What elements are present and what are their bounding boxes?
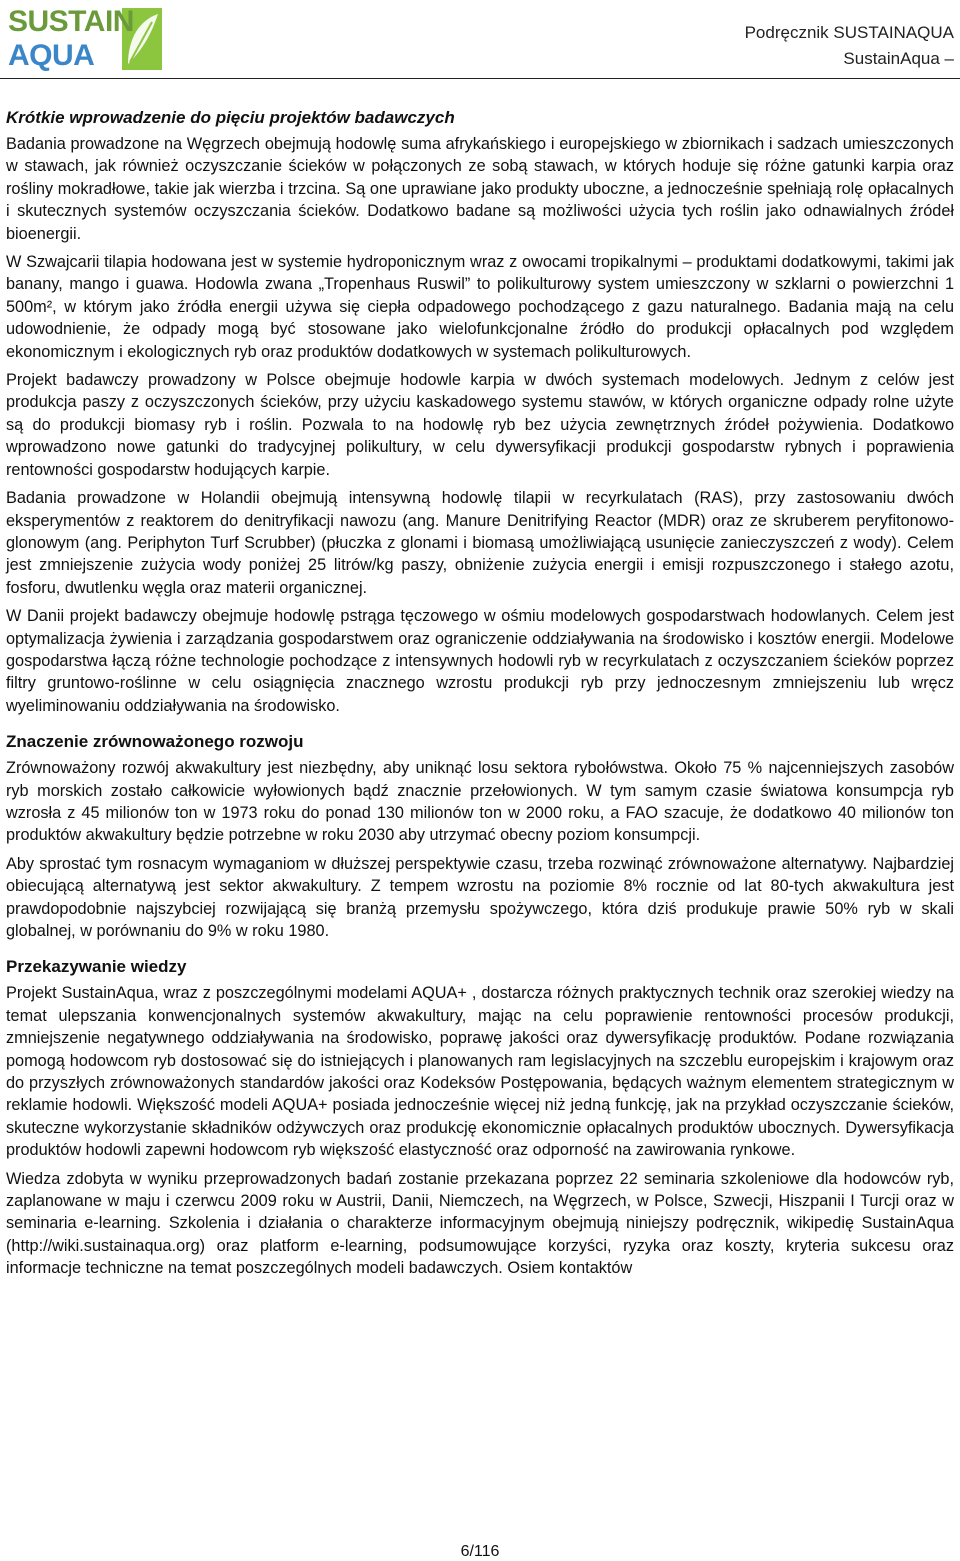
- section-heading-projects: Krótkie wprowadzenie do pięciu projektów badawczych: [6, 108, 455, 127]
- sustainaqua-logo: [8, 6, 154, 72]
- paragraph: Projekt badawczy prowadzony w Polsce obejmuje hodowle karpia w dwóch systemach modelowych. Jednym z celów jest produkcja paszy z oczyszczonych ścieków, przy użyciu kaskadowego systemu stawów, w których organiczne odpady rolne użyte są do produkcji biomasy ryb i roślin. Pozwala to na hodowlę ryb bez użycia zewnętrznych źródeł pożywienia. Dodatkowo wprowadzono nowe gatunki do tradycyjnej polikultury, w celu dywersyfikacji produkcji gospodarstw rybnych i poprawienia rentowności gospodarstw hodujących karpie.: [6, 371, 954, 479]
- paragraph: Badania prowadzone na Węgrzech obejmują hodowlę suma afrykańskiego i europejskiego w zbiornikach i sadzach umieszczonych w stawach, jak również oczyszczanie ścieków w połączonych ze sobą stawach, w których hoduje się różne gatunki karpia oraz rośliny mokradłowe, takie jak wierzba i trzcina. Są one uprawiane jako produkty uboczne, a jednocześnie spełniają rolę opłacalnych i skutecznych systemów oczyszczania ścieków. Dodatkowo badane są możliwości użycia tych roślin jako odnawialnych źródeł bioenergii.: [6, 135, 954, 243]
- logo-text-bottom: AQUA: [8, 39, 95, 72]
- paragraph: Projekt SustainAqua, wraz z poszczególnymi modelami AQUA+ , dostarcza różnych praktycznych technik oraz szerokiej wiedzy na temat ulepszania konwencjonalnych systemów akwakultury, mając na celu poprawienie rentowności procesów produkcji, zmniejszenie negatywnego oddziaływania na środowisko, poprawę jakości oraz dywersyfikację produktów. Podane rozwiązania pomogą hodowcom ryb dostosować się do istniejących i planowanych ram legislacyjnych na szczeblu europejskim i krajowym oraz do przyszłych zrównoważonych standardów jakości oraz Kodeksów Postępowania, będących ważnym elementem strategicznym w reklamie hodowli. Większość modeli AQUA+ posiada jednocześnie więcej niż jedną funkcję, jak na przykład oczyszczanie ścieków, skuteczne wykorzystanie składników odżywczych oraz produkcję ekonomicznie opłacalnych produktów ubocznych. Dywersyfikacja produktów hodowli zapewni hodowcom ryb większość elastyczność oraz odporność na zawirowania rynkowe.: [6, 984, 954, 1160]
- header-title: Podręcznik SUSTAINAQUA: [744, 23, 954, 42]
- page-number: 6/116: [460, 1543, 500, 1560]
- section-heading-knowledge: Przekazywanie wiedzy: [6, 957, 187, 977]
- header-title-block: [745, 20, 954, 72]
- paragraph: W Szwajcarii tilapia hodowana jest w systemie hydroponicznym wraz z owocami tropikalnymi – produktami dodatkowymi, takimi jak banany, mango i guawa. Hodowla zwana „Tropenhaus Ruswil” to polikulturowy system umieszczony w szklarni o powierzchni 1 500m², w którym jako źródła energii używa się ciepła odpadowego pochodzącego z gazu naturalnego. Badania mają na celu udowodnienie, że odpady mogą być stosowane jako wielofunkcjonalne źródło do produkcji opłacalnych pod względem ekonomicznym i ekologicznych ryb oraz produktów dodatkowych w systemach polikulturowych.: [6, 253, 954, 361]
- section-heading-sustainability: Znaczenie zrównoważonego rozwoju: [6, 732, 304, 752]
- document-body: [6, 107, 954, 1286]
- header-rule: [0, 78, 960, 79]
- paragraph: Aby sprostać tym rosnacym wymaganiom w dłuższej perspektywie czasu, trzeba rozwinąć zrównoważone alternatywy. Najbardziej obiecującą alternatywą jest sektor akwakultury. Z tempem wzrostu na poziomie 8% rocznie od lat 80-tych akwakultura jest prawdopodobnie najszybciej rozwijającą się branżą przemysłu spożywczego, która dziś produkuje prawie 50% ryb w skali globalnej, w porównaniu do 9% w roku 1980.: [6, 854, 954, 940]
- header-subtitle: SustainAqua –: [843, 49, 954, 68]
- paragraph: Wiedza zdobyta w wyniku przeprowadzonych badań zostanie przekazana poprzez 22 seminaria szkoleniowe dla hodowców ryb, zaplanowane w maju i czerwcu 2009 roku w Austrii, Danii, Niemczech, na Węgrzech, w Polsce, Szwecji, Hiszpanii I Turcji oraz w seminaria e-learning. Szkolenia i działania o charakterze informacyjnym obejmują niniejszy podręcznik, wikipedię SustainAqua (http://wiki.sustainaqua.org) oraz platform e-learning, podsumowujące korzyści, ryzyka oraz koszty, kryteria sukcesu oraz informacje techniczne na temat poszczególnych modeli badawczych. Osiem kontaktów: [6, 1169, 954, 1278]
- paragraph: Zrównoważony rozwój akwakultury jest niezbędny, aby uniknąć losu sektora rybołówstwa. Około 75 % najcenniejszych zasobów ryb morskich zostało całkowicie wyłowionych bądź znacznie przełowionych. W tym samym czasie światowa konsumpcja ryb wzrosła z 45 milionów ton w 1973 roku do ponad 130 milionów ton w 2000 roku, a FAO szacuje, że dodatkowo 40 milionów ton produktów akwakultury będzie potrzebne w roku 2030 aby utrzymać obecny poziom konsumpcji.: [6, 759, 954, 845]
- logo-text-top: SUSTAIN: [8, 5, 134, 38]
- paragraph: Badania prowadzone w Holandii obejmują intensywną hodowlę tilapii w recyrkulatach (RAS), przy zastosowaniu dwóch eksperymentów z reaktorem do denitryfikacji nawozu (ang. Manure Denitrifying Reactor (MDR) oraz ze skruberem peryfitonowo-glonowym (ang. Periphyton Turf Scrubber) (płuczka z glonami i biomasą umożliwiającą usunięcie zanieczyszczeń z wody). Celem jest zmniejszenie zużycia wody poniżej 25 litrów/kg paszy, obniżenie zużycia energii i emisji rozpuszczonego i stałego azotu, fosforu, dwutlenku węgla oraz materii organicznej.: [6, 489, 954, 597]
- page-header: [0, 0, 960, 80]
- paragraph: W Danii projekt badawczy obejmuje hodowlę pstrąga tęczowego w ośmiu modelowych gospodarstwach hodowlanych. Celem jest optymalizacja żywienia i zarządzania gospodarstwem oraz ograniczenie oddziaływania na środowisko i kosztów energii. Modelowe gospodarstwa łączą różne technologie pochodzące z intensywnych hodowli ryb w recyrkulatach z oczyszczaniem ścieków poprzez filtry gruntowo-roślinne w celu osiągnięcia znacznego wzrostu produkcji ryb przy jednoczesnym zmniejszeniu lub wręcz wyeliminowaniu oddziaływania na środowisko.: [6, 607, 954, 715]
